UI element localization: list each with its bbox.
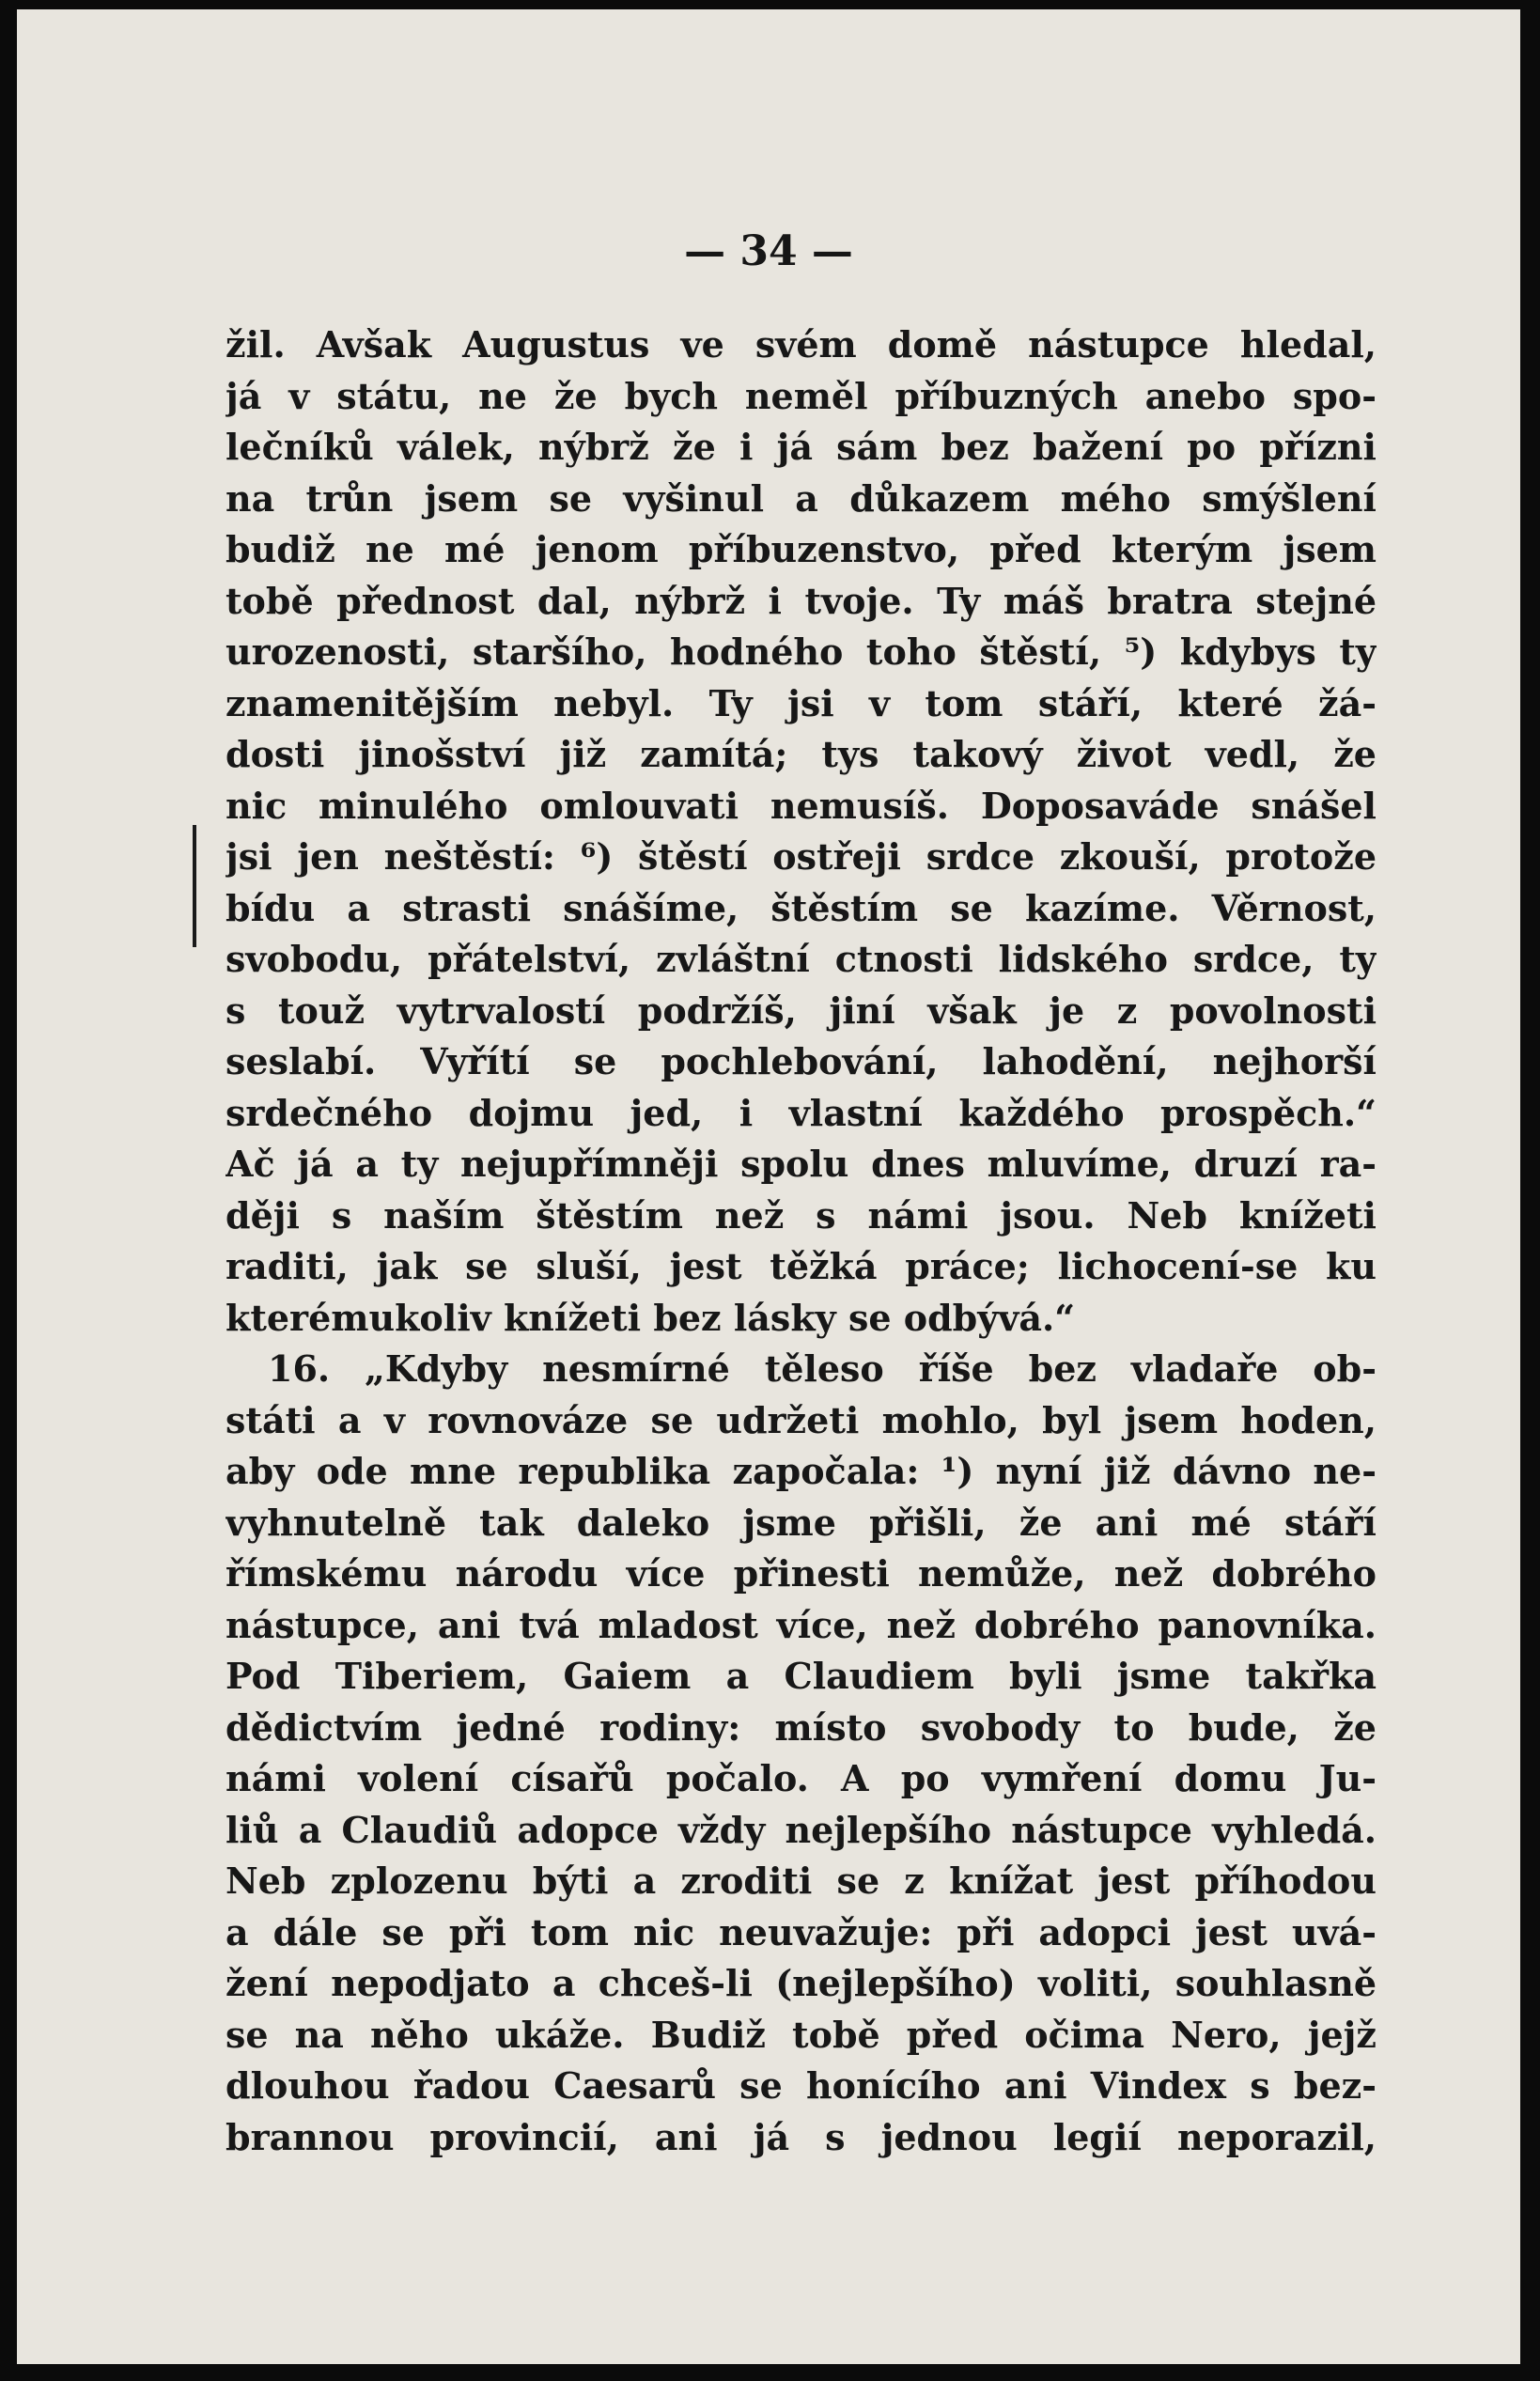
text-line: srdečného dojmu jed, i vlastní každého prospěch.“ xyxy=(226,1091,1377,1134)
book-page xyxy=(17,9,1520,2364)
text-line: raditi, jak se sluší, jest těžká práce; lichocení-se ku xyxy=(226,1245,1377,1287)
text-line: jsi jen neštěstí: ⁶) štěstí ostřeji srdce zkouší, protože xyxy=(226,835,1377,878)
text-line: aby ode mne republika započala: ¹) nyní již dávno ne- xyxy=(226,1450,1377,1492)
text-line: tobě přednost dal, nýbrž i tvoje. Ty máš bratra stejné xyxy=(226,579,1377,622)
text-line: svobodu, přátelství, zvláštní ctnosti lidského srdce, ty xyxy=(226,938,1377,980)
page-number: — 34 — xyxy=(684,227,853,275)
body-text xyxy=(226,319,1377,2163)
text-line: nástupce, ani tvá mladost více, než dobrého panovníka. xyxy=(226,1603,1377,1646)
text-line: liů a Claudiů adopce vždy nejlepšího nástupce vyhledá. xyxy=(226,1808,1377,1851)
text-line: dědictvím jedné rodiny: místo svobody to bude, že xyxy=(226,1705,1377,1749)
text-line: dosti jinošství již zamítá; tys takový život vedl, že xyxy=(226,733,1377,775)
text-line: na trůn jsem se vyšinul a důkazem mého smýšlení xyxy=(226,476,1377,520)
text-line: brannou provincií, ani já s jednou legií neporazil, xyxy=(226,2115,1377,2158)
text-line: znamenitějším nebyl. Ty jsi v tom stáří, které žá- xyxy=(226,681,1377,724)
text-line: 16. „Kdyby nesmírné těleso říše bez vladaře ob- xyxy=(268,1347,1377,1390)
text-line: žil. Avšak Augustus ve svém domě nástupce hledal, xyxy=(226,323,1377,366)
text-line: a dále se při tom nic neuvažuje: při adopci jest uvá- xyxy=(226,1910,1377,1953)
text-line: budiž ne mé jenom příbuzenstvo, před kterým jsem xyxy=(226,528,1377,570)
text-line: já v státu, ne že bych neměl příbuzných anebo spo- xyxy=(226,374,1377,417)
text-line: dlouhou řadou Caesarů se honícího ani Vindex s bez- xyxy=(226,2064,1377,2107)
text-line: státi a v rovnováze se udržeti mohlo, byl jsem hoden, xyxy=(226,1398,1377,1441)
text-line: kterémukoliv knížeti bez lásky se odbývá.“ xyxy=(226,1296,1076,1339)
text-line: seslabí. Vyřítí se pochlebování, lahodění, nejhorší xyxy=(226,1040,1377,1082)
text-line: s touž vytrvalostí podržíš, jiní však je z povolnosti xyxy=(226,988,1377,1032)
text-line: žení nepodjato a chceš-li (nejlepšího) voliti, souhlasně xyxy=(226,1962,1377,2004)
text-line: Ač já a ty nejupřímněji spolu dnes mluvíme, druzí ra- xyxy=(226,1143,1377,1185)
text-line: nic minulého omlouvati nemusíš. Doposaváde snášel xyxy=(226,784,1377,827)
margin-mark xyxy=(193,825,196,947)
text-line: Pod Tiberiem, Gaiem a Claudiem byli jsme takřka xyxy=(226,1655,1377,1697)
text-line: lečníků válek, nýbrž že i já sám bez bažení po přízni xyxy=(226,426,1377,468)
text-line: Neb zplozenu býti a zroditi se z knížat jest příhodou xyxy=(226,1860,1377,1902)
text-line: římskému národu více přinesti nemůže, než dobrého xyxy=(226,1552,1377,1595)
text-line: námi volení císařů počalo. A po vymření domu Ju- xyxy=(226,1757,1377,1799)
text-line: bídu a strasti snášíme, štěstím se kazíme. Věrnost, xyxy=(226,886,1377,929)
text-line: se na něho ukáže. Budiž tobě před očima Nero, jejž xyxy=(226,2013,1377,2056)
text-line: urozenosti, staršího, hodného toho štěstí, ⁵) kdybys ty xyxy=(226,630,1377,673)
text-line: vyhnutelně tak daleko jsme přišli, že ani mé stáří xyxy=(226,1501,1377,1544)
text-line: ději s naším štěstím než s námi jsou. Neb knížeti xyxy=(226,1193,1377,1237)
